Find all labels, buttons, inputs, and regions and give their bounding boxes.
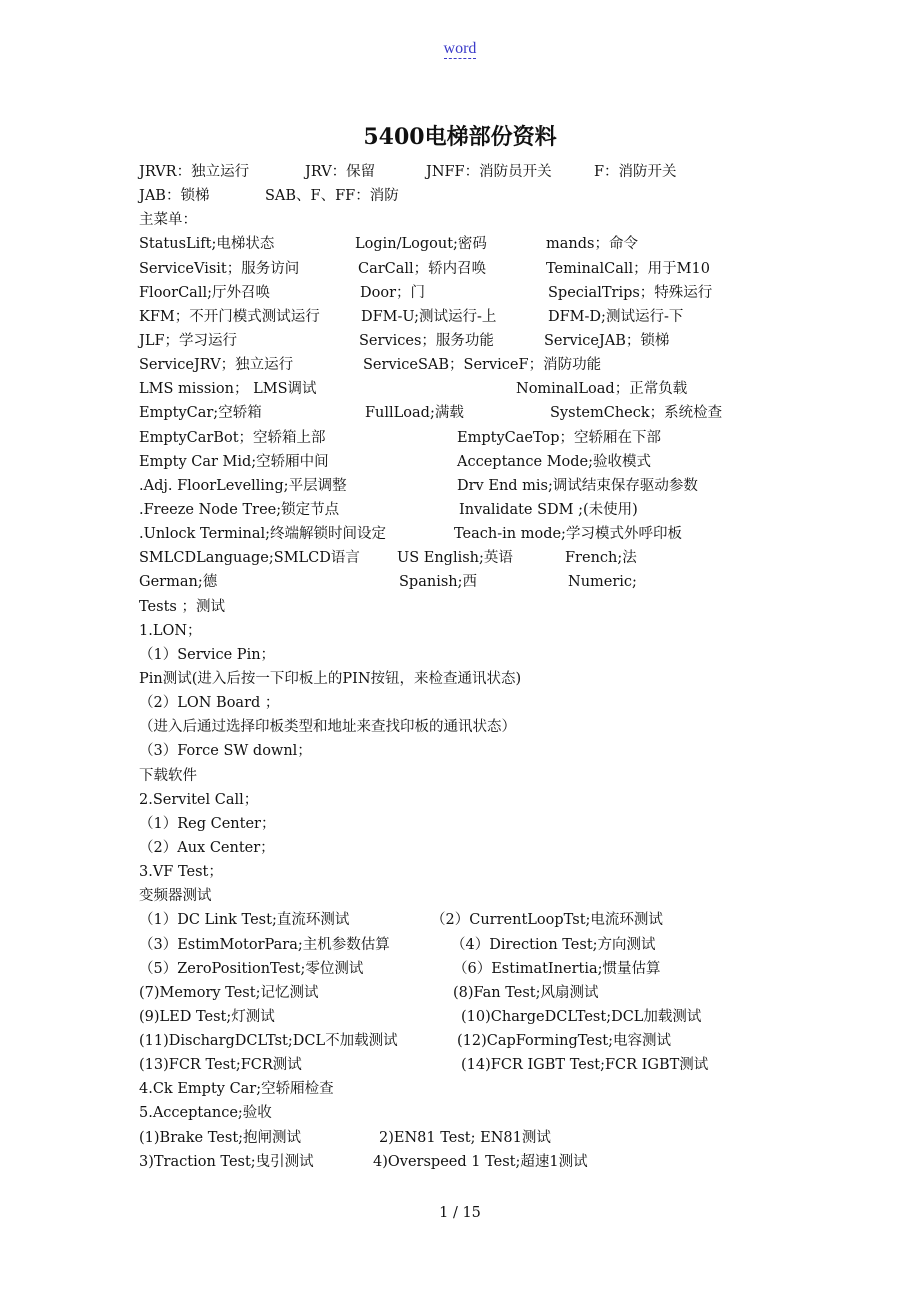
text-line bbox=[139, 1150, 779, 1174]
text-segment: TeminalCall；用于M10 bbox=[546, 260, 710, 277]
text-segment: Tests ；测试 bbox=[139, 598, 225, 615]
text-segment: 主菜单： bbox=[139, 212, 197, 229]
text-line bbox=[139, 1126, 779, 1150]
text-line bbox=[139, 377, 779, 401]
text-line bbox=[139, 184, 779, 208]
text-line bbox=[139, 570, 779, 594]
text-segment: （3）EstimMotorPara;主机参数估算 bbox=[139, 936, 390, 953]
text-segment: German;德 bbox=[139, 574, 218, 591]
text-segment: 2)EN81 Test; EN81测试 bbox=[379, 1129, 551, 1146]
text-segment: 4.Ck Empty Car;空轿厢检查 bbox=[139, 1081, 334, 1098]
document-title: 5400电梯部份资料 bbox=[363, 124, 557, 150]
text-line bbox=[139, 739, 779, 763]
text-line bbox=[139, 474, 779, 498]
text-segment: JAB：锁梯 bbox=[139, 188, 210, 205]
text-segment: （2）CurrentLoopTst;电流环测试 bbox=[431, 912, 663, 929]
text-segment: （1）Reg Center； bbox=[139, 815, 276, 832]
text-line bbox=[139, 208, 779, 232]
text-segment: .Unlock Terminal;终端解锁时间设定 bbox=[139, 526, 387, 543]
text-segment: （2）Aux Center； bbox=[139, 839, 275, 856]
text-line bbox=[139, 1053, 779, 1077]
text-line bbox=[139, 1077, 779, 1101]
text-segment: (8)Fan Test;风扇测试 bbox=[453, 984, 599, 1001]
text-line bbox=[139, 860, 779, 884]
text-segment: EmptyCarBot；空轿箱上部 bbox=[139, 429, 326, 446]
header-word-link[interactable] bbox=[0, 40, 920, 58]
text-line bbox=[139, 522, 779, 546]
text-segment: (1)Brake Test;抱闸测试 bbox=[139, 1129, 302, 1146]
text-segment: JLF；学习运行 bbox=[139, 332, 238, 349]
text-segment: Acceptance Mode;验收模式 bbox=[457, 453, 652, 470]
text-line bbox=[139, 957, 779, 981]
text-segment: Drv End mis;调试结束保存驱动参数 bbox=[457, 477, 698, 494]
text-segment: .Adj. FloorLevelling;平层调整 bbox=[139, 477, 347, 494]
text-segment: NominalLoad；正常负载 bbox=[516, 381, 688, 398]
text-line bbox=[139, 401, 779, 425]
text-segment: FullLoad;满载 bbox=[365, 405, 464, 422]
text-line bbox=[139, 691, 779, 715]
text-segment: mands；命令 bbox=[546, 236, 638, 253]
text-segment: F：消防开关 bbox=[594, 164, 677, 180]
text-segment: JRVR：独立运行 bbox=[139, 164, 250, 180]
text-line bbox=[139, 788, 779, 812]
text-segment: French;法 bbox=[565, 550, 637, 567]
text-line bbox=[139, 715, 779, 739]
text-segment: SystemCheck；系统检查 bbox=[550, 405, 723, 422]
text-segment: DFM-D;测试运行-下 bbox=[548, 308, 684, 325]
text-segment: 2.Servitel Call； bbox=[139, 791, 259, 808]
text-line bbox=[139, 329, 779, 353]
text-segment: Numeric; bbox=[568, 574, 637, 591]
text-line bbox=[139, 981, 779, 1005]
text-segment: (7)Memory Test;记忆测试 bbox=[139, 984, 319, 1001]
text-segment: EmptyCaeTop；空轿厢在下部 bbox=[457, 429, 662, 446]
text-segment: DFM-U;测试运行-上 bbox=[361, 308, 497, 325]
text-line bbox=[139, 595, 779, 619]
text-segment: ServiceJRV；独立运行 bbox=[139, 357, 294, 374]
text-segment: （3）Force SW downl； bbox=[139, 743, 312, 760]
text-line bbox=[139, 450, 779, 474]
text-segment: 3)Traction Test;曳引测试 bbox=[139, 1153, 314, 1170]
text-line bbox=[139, 667, 779, 691]
text-segment: Pin测试(进入后按一下印板上的PIN按钮，来检查通讯状态) bbox=[139, 670, 522, 687]
text-line bbox=[139, 498, 779, 522]
text-segment: (13)FCR Test;FCR测试 bbox=[139, 1057, 302, 1074]
text-segment: FloorCall;厅外召唤 bbox=[139, 284, 270, 301]
text-segment: LMS mission； LMS调试 bbox=[139, 381, 317, 398]
text-line bbox=[139, 836, 779, 860]
text-segment: (11)DischargDCLTst;DCL不加载测试 bbox=[139, 1033, 398, 1050]
text-segment: 1.LON； bbox=[139, 622, 202, 639]
text-line bbox=[139, 257, 779, 281]
text-line bbox=[139, 160, 779, 184]
text-segment: US English;英语 bbox=[397, 550, 513, 567]
text-segment: Teach-in mode;学习模式外呼印板 bbox=[454, 526, 682, 543]
text-segment: (12)CapFormingTest;电容测试 bbox=[457, 1033, 672, 1050]
text-line bbox=[139, 643, 779, 667]
text-segment: 3.VF Test； bbox=[139, 864, 223, 881]
text-segment: EmptyCar;空轿箱 bbox=[139, 405, 262, 422]
text-line bbox=[139, 353, 779, 377]
text-line bbox=[139, 884, 779, 908]
text-segment: Door；门 bbox=[360, 284, 426, 301]
text-segment: 下载软件 bbox=[139, 767, 197, 784]
document-body bbox=[139, 160, 779, 1174]
text-segment: JRV：保留 bbox=[305, 164, 376, 180]
text-line bbox=[139, 933, 779, 957]
text-line bbox=[139, 281, 779, 305]
text-segment: JNFF：消防员开关 bbox=[426, 164, 552, 180]
text-line bbox=[139, 619, 779, 643]
text-segment: Invalidate SDM ;(未使用) bbox=[459, 501, 638, 518]
text-segment: SMLCDLanguage;SMLCD语言 bbox=[139, 550, 360, 567]
text-segment: (9)LED Test;灯测试 bbox=[139, 1008, 275, 1025]
text-segment: SAB、F、FF：消防 bbox=[265, 188, 399, 205]
text-segment: （进入后通过选择印板类型和地址来查找印板的通讯状态） bbox=[139, 719, 516, 736]
text-line bbox=[139, 812, 779, 836]
text-segment: 5.Acceptance;验收 bbox=[139, 1105, 272, 1122]
text-line bbox=[139, 1005, 779, 1029]
page-number: 1 / 15 bbox=[439, 1205, 481, 1221]
text-segment: （5）ZeroPositionTest;零位测试 bbox=[139, 960, 364, 977]
text-segment: (10)ChargeDCLTest;DCL加载测试 bbox=[461, 1008, 702, 1025]
text-segment: KFM；不开门模式测试运行 bbox=[139, 308, 320, 325]
text-segment: CarCall；轿内召唤 bbox=[358, 260, 487, 277]
text-line bbox=[139, 546, 779, 570]
text-segment: （6）EstimatInertia;惯量估算 bbox=[453, 960, 661, 977]
text-segment: （1）DC Link Test;直流环测试 bbox=[139, 912, 350, 929]
text-segment: ServiceSAB；ServiceF；消防功能 bbox=[363, 357, 602, 374]
text-line bbox=[139, 1029, 779, 1053]
text-line bbox=[139, 232, 779, 256]
text-line bbox=[139, 764, 779, 788]
text-segment: Services；服务功能 bbox=[359, 332, 494, 349]
text-segment: SpecialTrips；特殊运行 bbox=[548, 284, 713, 301]
text-segment: （2）LON Board ； bbox=[139, 695, 280, 712]
text-segment: StatusLift;电梯状态 bbox=[139, 236, 275, 253]
text-line bbox=[139, 908, 779, 932]
text-segment: Empty Car Mid;空轿厢中间 bbox=[139, 453, 329, 470]
text-segment: （4）Direction Test;方向测试 bbox=[451, 936, 656, 953]
text-segment: Login/Logout;密码 bbox=[355, 236, 487, 253]
text-segment: .Freeze Node Tree;锁定节点 bbox=[139, 501, 340, 518]
text-segment: （1）Service Pin； bbox=[139, 646, 276, 663]
text-segment: 4)Overspeed 1 Test;超速1测试 bbox=[373, 1153, 588, 1170]
text-segment: 变频器测试 bbox=[139, 888, 212, 905]
text-line bbox=[139, 426, 779, 450]
text-line bbox=[139, 305, 779, 329]
text-line bbox=[139, 1101, 779, 1125]
text-segment: (14)FCR IGBT Test;FCR IGBT测试 bbox=[461, 1057, 709, 1074]
text-segment: ServiceVisit；服务访问 bbox=[139, 260, 300, 277]
text-segment: Spanish;西 bbox=[399, 574, 478, 591]
text-segment: ServiceJAB；锁梯 bbox=[544, 332, 670, 349]
header-link-text[interactable]: word bbox=[443, 40, 477, 57]
